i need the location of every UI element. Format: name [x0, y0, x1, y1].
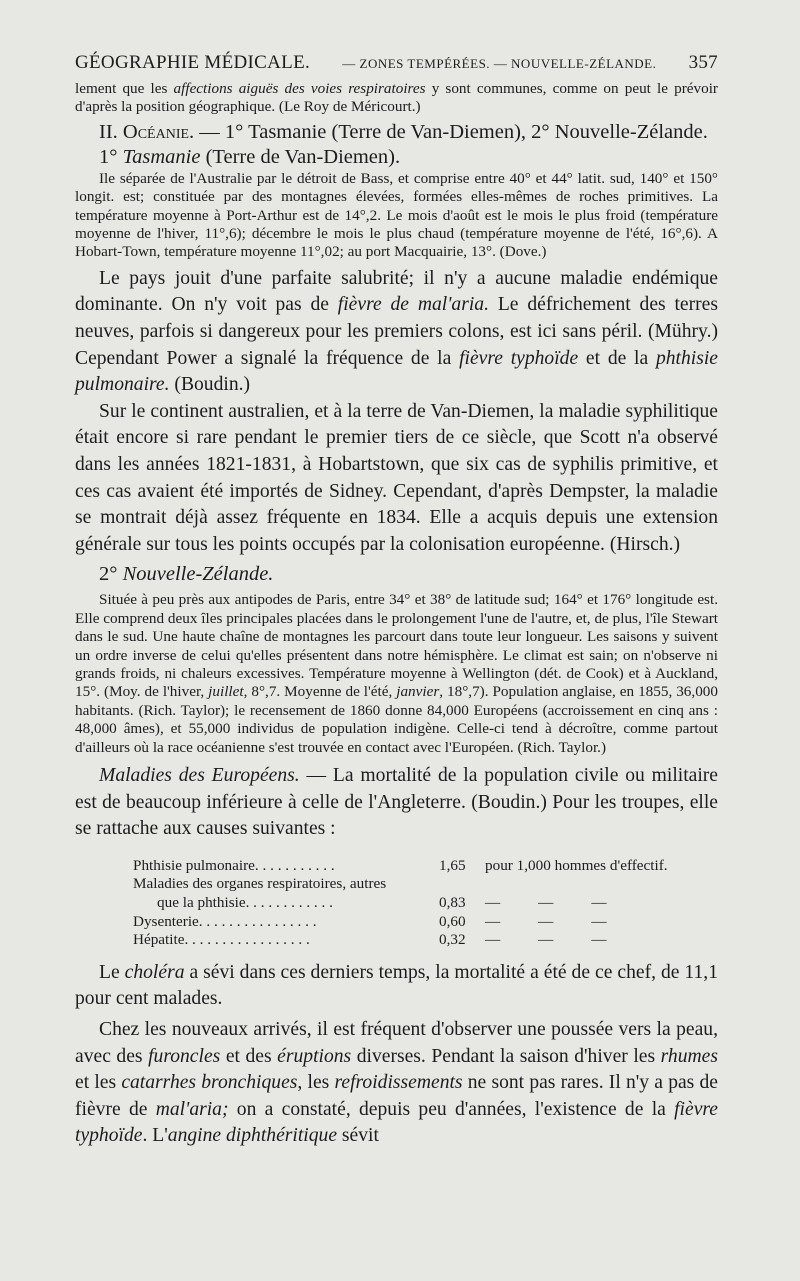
tasmania-paragraph-2: Sur le continent australien, et à la terre de Van-Diemen, la maladie syphilitique était encore si rare pendant le premier tiers de ce siècle, que Scott n'a observé dans les années 1821-1831, à Hobartstown, que six cas de syphilis primitive, et ces cas avaient été importés de Sidney. Cependant, d'après Dempster, la maladie se montrait déjà assez fréquente en 1834. Elle a acquis depuis une extension générale sur tous les points occupés par la colonisation européenne. (Hirsch.)	[75, 400, 718, 555]
header-title: GÉOGRAPHIE MÉDICALE.	[75, 52, 311, 73]
table-cell-rate: 0,60	[439, 912, 466, 930]
table-cell-rate: 1,65	[439, 856, 466, 874]
tasmania-description: Ile séparée de l'Australie par le détroit de Bass, et comprise entre 40° et 44° latit. sud, 140° et 150° longit. est; constituée par des montagnes élevées, formées elles-mêmes de roches primitives. La température moyenne à Port-Arthur est de 14°,2. Le mois d'août est le mois le plus froid (température moyenne de l'hiver, 11°,6); décembre le mois le plus chaud (température moyenne de l'été, 16°,6). A Hobart-Town, température moyenne 11°,02; au port Macquairie, 13°. (Dove.)	[75, 169, 718, 261]
table-cell-unit: — — —	[485, 912, 607, 930]
cholera-paragraph: Le choléra a sévi dans ces derniers temps, la mortalité a été de ce chef, de 11,1 pour cent malades.	[75, 961, 718, 1010]
table-cell-unit: pour 1,000 hommes d'effectif.	[485, 856, 668, 874]
table-cell-cause: Maladies des organes respiratoires, autres	[133, 875, 387, 893]
tasmania-heading: 1° Tasmanie (Terre de Van-Diemen).	[99, 145, 401, 168]
table-cell-unit: — — —	[485, 931, 607, 949]
running-header	[75, 52, 718, 74]
table-cell-cause: Hépatite. . . . . . . . . . . . . . . . .	[133, 931, 310, 949]
section-heading: II. Océanie. — 1° Tasmanie (Terre de Van-Diemen), 2° Nouvelle-Zélande.	[99, 120, 708, 143]
new-zealand-description: Située à peu près aux antipodes de Paris, entre 34° et 38° de latitude sud; 164° et 176° longitude est. Elle comprend deux îles principales placées dans le prolongement l'une de l'autre, et, de plus, l'île Stewart dans le sud. Une haute chaîne de montagnes les parcourt dans toute leur longueur. Les saisons y suivent un ordre inverse de celui qu'elles présentent dans notre hémisphère. Le climat est sain; on n'observe ni grands froids, ni chaleurs excessives. Température moyenne à Wellington (dét. de Cook) et à Auckland, 15°. (Moy. de l'hiver, juillet, 8°,7. Moyenne de l'été, janvier, 18°,7). Population anglaise, en 1855, 36,000 habitants. (Rich. Taylor); le recensement de 1860 donne 84,000 Européens (accroissement en cinq ans : 48,000 âmes), et 55,000 individus de population indigène. Celle-ci tend à décroître, comme partout d'ailleurs où la race océanienne s'est trouvée en contact avec l'Européen. (Rich. Taylor.)	[75, 591, 718, 756]
table-row	[133, 857, 718, 876]
table-cell-rate: 0,83	[439, 894, 466, 911]
header-section: — ZONES TEMPÉRÉES. — NOUVELLE-ZÉLANDE.	[342, 56, 657, 71]
table-cell-rate: 0,32	[439, 931, 466, 949]
table-cell-cause: que la phthisie. . . . . . . . . . . .	[157, 894, 333, 911]
table-cell-cause: Phthisie pulmonaire. . . . . . . . . . .	[133, 856, 335, 874]
new-arrivals-paragraph: Chez les nouveaux arrivés, il est fréquent d'observer une poussée vers la peau, avec des furoncles et des éruptions diverses. Pendant la saison d'hiver les rhumes et les catarrhes bronchiques, les refroidissements ne sont pas rares. Il n'y a pas de fièvre de mal'aria; on a constaté, depuis peu d'années, l'existence de la fièvre typhoïde. L'angine diphthéritique sévit	[75, 1018, 719, 1147]
tasmania-paragraph-1: Le pays jouit d'une parfaite salubrité; il n'y a aucune maladie endémique dominante. On n'y voit pas de fièvre de mal'aria. Le défrichement des terres neuves, parfois si dangereux pour les premiers colons, est ici sans péril. (Mühry.) Cependant Power a signalé la fréquence de la fièvre typhoïde et de la phthisie pulmonaire. (Boudin.)	[75, 267, 718, 396]
page-content	[75, 52, 718, 1150]
table-row	[133, 875, 718, 894]
table-row	[133, 931, 718, 950]
maladies-paragraph: Maladies des Européens. — La mortalité de la population civile ou militaire est de beaucoup inférieure à celle de l'Angleterre. (Boudin.) Pour les troupes, elle se rattache aux causes suivantes :	[75, 765, 719, 840]
new-zealand-heading: 2° Nouvelle-Zélande.	[99, 563, 274, 586]
mortality-table	[133, 857, 718, 950]
table-row	[133, 894, 718, 913]
page-number: 357	[688, 52, 718, 73]
table-row	[133, 913, 718, 932]
table-cell-cause: Dysenterie. . . . . . . . . . . . . . . .	[133, 912, 317, 930]
table-cell-unit: — — —	[485, 894, 607, 911]
intro-paragraph: lement que les affections aiguës des voies respiratoires y sont communes, comme on peut le prévoir d'après la position géographique. (Le Roy de Méricourt.)	[75, 80, 718, 116]
